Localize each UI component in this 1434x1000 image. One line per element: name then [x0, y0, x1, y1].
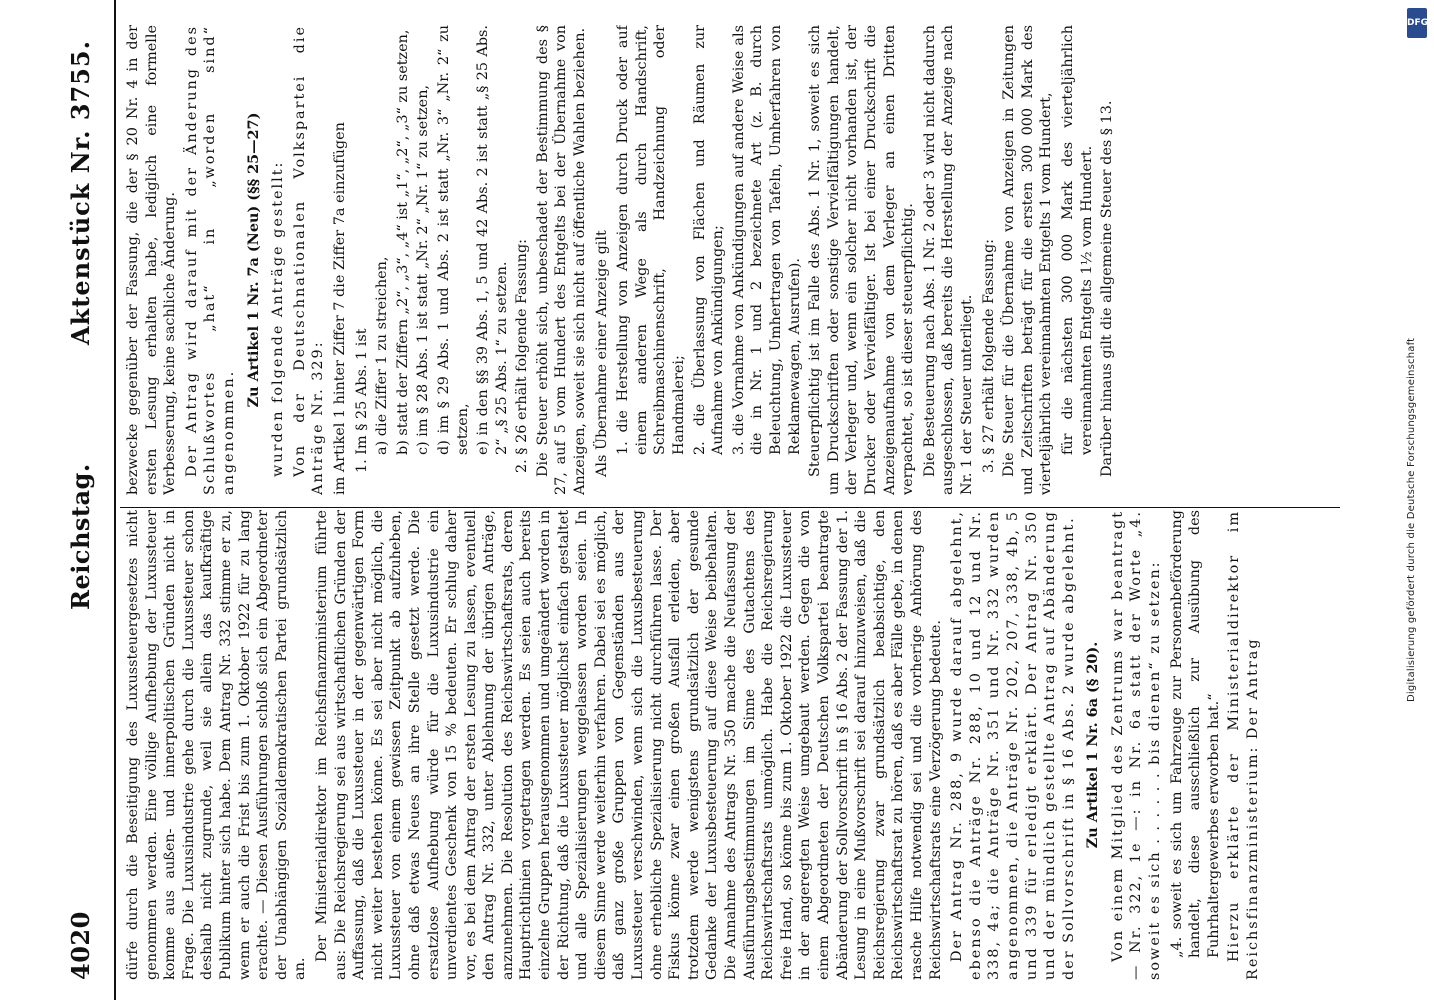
paragraph: Darüber hinaus gilt die allgemeine Steuer des § 13.: [1099, 100, 1116, 477]
paragraph: bezwecke gegenüber der Fassung, die der § 20 Nr. 4 in der ersten Lesung erhalten habe, lediglich eine formelle Verbesserung, keine sachliche Änderung.: [125, 25, 179, 495]
paragraph: Von der Deutschnationalen Volkspartei die Anträge Nr. 329:: [291, 25, 327, 495]
paragraph: für die nächsten 300 000 Mark des vierteljährlich vereinnahmten Entgelts 1½ vom Hundert.: [1059, 25, 1095, 455]
list-item: 1. die Herstellung von Anzeigen durch Druck oder auf einem anderen Wege als durch Handschrift, Schreibmaschinenschrift, Handzeichnung oder Handmalerei;: [615, 25, 688, 455]
list-item: b) statt der Ziffern „2“, „3“, „4“ ist „1“, „2“, „3“ zu setzen,: [394, 29, 411, 455]
document-number: Aktenstück Nr. 3755.: [66, 40, 95, 345]
list-item: 2. die Überlassung von Flächen und Räumen zur Aufnahme von Ankündigungen;: [691, 25, 727, 455]
paragraph: Der Antrag wird darauf mit der Änderung des Schlußwortes „hat“ in „worden sind“ angenommen.: [183, 25, 237, 495]
paragraph: im Artikel 1 hinter Ziffer 7 die Ziffer 7a einzufügen: [331, 122, 348, 495]
paragraph: Von einem Mitglied des Zentrums war beantragt — Nr. 322, 1e —: in Nr. 6a statt der Worte „4. soweit es sich . . . . . . bis dienen“ zu setzen:: [1109, 510, 1164, 980]
left-column: [124, 510, 1340, 980]
section-heading: Zu Artikel 1 Nr. 6a (§ 20).: [1084, 641, 1102, 849]
list-item: 3. die Vornahme von Ankündigungen auf andere Weise als die in Nr. 1 und 2 bezeichnete Art (z. B. durch Beleuchtung, Umhertragen von Tafeln, Umherfahren von Reklamewagen, Ausrufen).: [730, 25, 803, 455]
rotated-document-page: [60, 0, 1360, 1000]
funding-notice: Digitalisierung gefördert durch die Deutsche Forschungsgemeinschaft: [1406, 337, 1417, 703]
list-item: c) im § 28 Abs. 1 ist statt „Nr. 2“ „Nr. 1“ zu setzen,: [415, 84, 432, 455]
column-divider: [120, 507, 1340, 508]
list-item: e) in den §§ 39 Abs. 1, 5 und 42 Abs. 2 ist statt „§ 25 Abs. 2“ „§ 25 Abs. 1“ zu setzen.: [475, 25, 510, 455]
list-item: d) im § 29 Abs. 1 und Abs. 2 ist statt „Nr. 3“ „Nr. 2“ zu setzen,: [435, 25, 471, 455]
paragraph: Der Ministerialdirektor im Reichsfinanzministerium führte aus: Die Reichsregierung sei aus wirtschaftlichen Gründen der Auffassung, daß die Luxussteuer in der gegenwärtigen Form nicht weiter bestehen könne. Es sei aber nicht möglich, die Luxussteuer von einem gewissen Zeitpunkt ab aufzuheben, ohne daß etwas Neues an ihre Stelle gesetzt werde. Die ersatzlose Aufhebung würde für die Luxusindustrie ein unverdientes Geschenk von 15 % bedeuten. Er schlug daher vor, es bei dem Antrag der ersten Lesung zu lassen, eventuell den Antrag Nr. 332, unter Ablehnung der übrigen Anträge, anzunehmen. Die Resolution des Reichswirtschaftsrats, deren Hauptrichtlinien vorgetragen werden. Es seien auch bereits einzelne Gruppen herausgenommen und umgeändert worden in der Richtung, daß die Luxussteuer möglichst einfach gestaltet und alle Spezialisierungen weggelassen worden seien. In diesem Sinne werde weiterhin verfahren. Dabei sei es möglich, daß ganz große Gruppen von Gegenständen aus der Luxussteuer verschwinden, wenn sich die Luxusbesteuerung ohne erhebliche Spezialisierung nicht durchführen lasse. Der Fiskus könne zwar einen großen Ausfall erleiden, aber trotzdem werde wenigstens grundsätzlich der gesunde Gedanke der Luxusbesteuerung auf diese Weise beibehalten. Die Annahme des Antrags Nr. 350 mache die Neufassung der Ausführungsbestimmungen im Sinne des Gutachtens des Reichswirtschaftsrats unmöglich. Habe die Reichsregierung freie Hand, so könne bis zum 1. Oktober 1922 die Luxussteuer in der angeregten Weise umgebaut werden. Gegen die von einem Abgeordneten der Deutschen Volkspartei beantragte Abänderung der Sollvorschrift in § 16 Abs. 2 der Fassung der 1. Lesung in eine Mußvorschrift sei darauf hinzuweisen, daß die Reichsregierung zwar grundsätzlich beabsichtige, den Reichswirtschaftsrat zu hören, daß es aber Fälle gebe, in denen rasche Hilfe notwendig sei und die vorherige Anhörung des Reichswirtschaftsrats eine Verzögerung bedeute.: [313, 510, 944, 980]
paragraph: Die Steuer erhöht sich, unbeschadet der Bestimmung des § 27, auf 5 vom Hundert des Entgelts bei der Übernahme von Anzeigen, soweit sie sich nicht auf öffentliche Wahlen beziehen.: [534, 25, 589, 495]
list-item: 3. § 27 erhält folgende Fassung:: [980, 238, 997, 473]
paragraph: „4. soweit es sich um Fahrzeuge zur Personenbeförderung handelt, diese ausschließlich zur Ausübung des Fuhrhaltergewerbes erworben hat.“: [1168, 510, 1222, 958]
paragraph: dürfe durch die Beseitigung des Luxussteuergesetzes nicht genommen werden. Eine völlige Aufhebung der Luxussteuer komme aus außen- und innerpolitischen Gründen nicht in Frage. Die Luxusindustrie gehe durch die Luxussteuer schon deshalb nicht zugrunde, weil sie allein das kaufkräftige Publikum hinter sich habe. Dem Antrag Nr. 332 stimme er zu, wenn er auch die Frist bis zum 1. Oktober 1922 für zu lang erachte. — Diesen Ausführungen schloß sich ein Abgeordneter der Unabhängigen Sozialdemokratischen Partei grundsätzlich an.: [125, 510, 309, 980]
paragraph: Steuerpflichtig ist im Falle des Abs. 1 Nr. 1, soweit es sich um Druckschriften oder sonstige Vervielfältigungen handelt, der Verleger und, wenn ein solcher nicht vorhanden ist, der Drucker oder Vervielfältiger. Ist bei einer Druckschrift die Anzeigenaufnahme von dem Verleger an einen Dritten verpachtet, so ist dieser steuerpflichtig.: [807, 25, 917, 495]
paragraph: Die Steuer für die Übernahme von Anzeigen in Zeitungen und Zeitschriften beträgt für die ersten 300 000 Mark des vierteljährlich vereinnahmten Entgelts 1 vom Hundert,: [1001, 25, 1055, 495]
paragraph: Als Übernahme einer Anzeige gilt: [593, 230, 610, 477]
right-column: [124, 25, 1340, 495]
list-item: a) die Ziffer 1 zu streichen,: [374, 256, 391, 455]
list-item: 2. § 26 erhält folgende Fassung:: [514, 238, 531, 473]
running-title: Reichstag.: [66, 463, 95, 610]
section-heading: Zu Artikel 1 Nr. 7a (Neu) (§§ 25—27): [244, 112, 262, 408]
paragraph: Die Besteuerung nach Abs. 1 Nr. 2 oder 3 wird nicht dadurch ausgeschlossen, daß bereits die Herstellung der Anzeige nach Nr. 1 der Steuer unterliegt.: [921, 25, 975, 495]
side-notice: [1406, 8, 1430, 992]
list-item: 1. Im § 25 Abs. 1 ist: [353, 328, 370, 473]
dfg-logo: DFG: [1407, 8, 1427, 38]
page-header: [60, 0, 116, 1000]
paragraph: Hierzu erklärte der Ministerialdirektor im Reichsfinanzministerium: Der Antrag: [1226, 510, 1262, 980]
paragraph: wurden folgende Anträge gestellt:: [270, 160, 287, 477]
page-number: 4020: [66, 911, 95, 980]
paragraph: Der Antrag Nr. 288, 9 wurde darauf abgelehnt, ebenso die Anträge Nr. 288, 10 und 12 und Nr. 338, 4a; die Anträge Nr. 351 und Nr. 332 wurden angenommen, die Anträge Nr. 202, 207, 338, 4b, 5 und 339 für erledigt erklärt. Der Antrag Nr. 350 und der mündlich gestellte Antrag auf Abänderung der Sollvorschrift in § 16 Abs. 2 wurde abgelehnt.: [949, 510, 1077, 980]
